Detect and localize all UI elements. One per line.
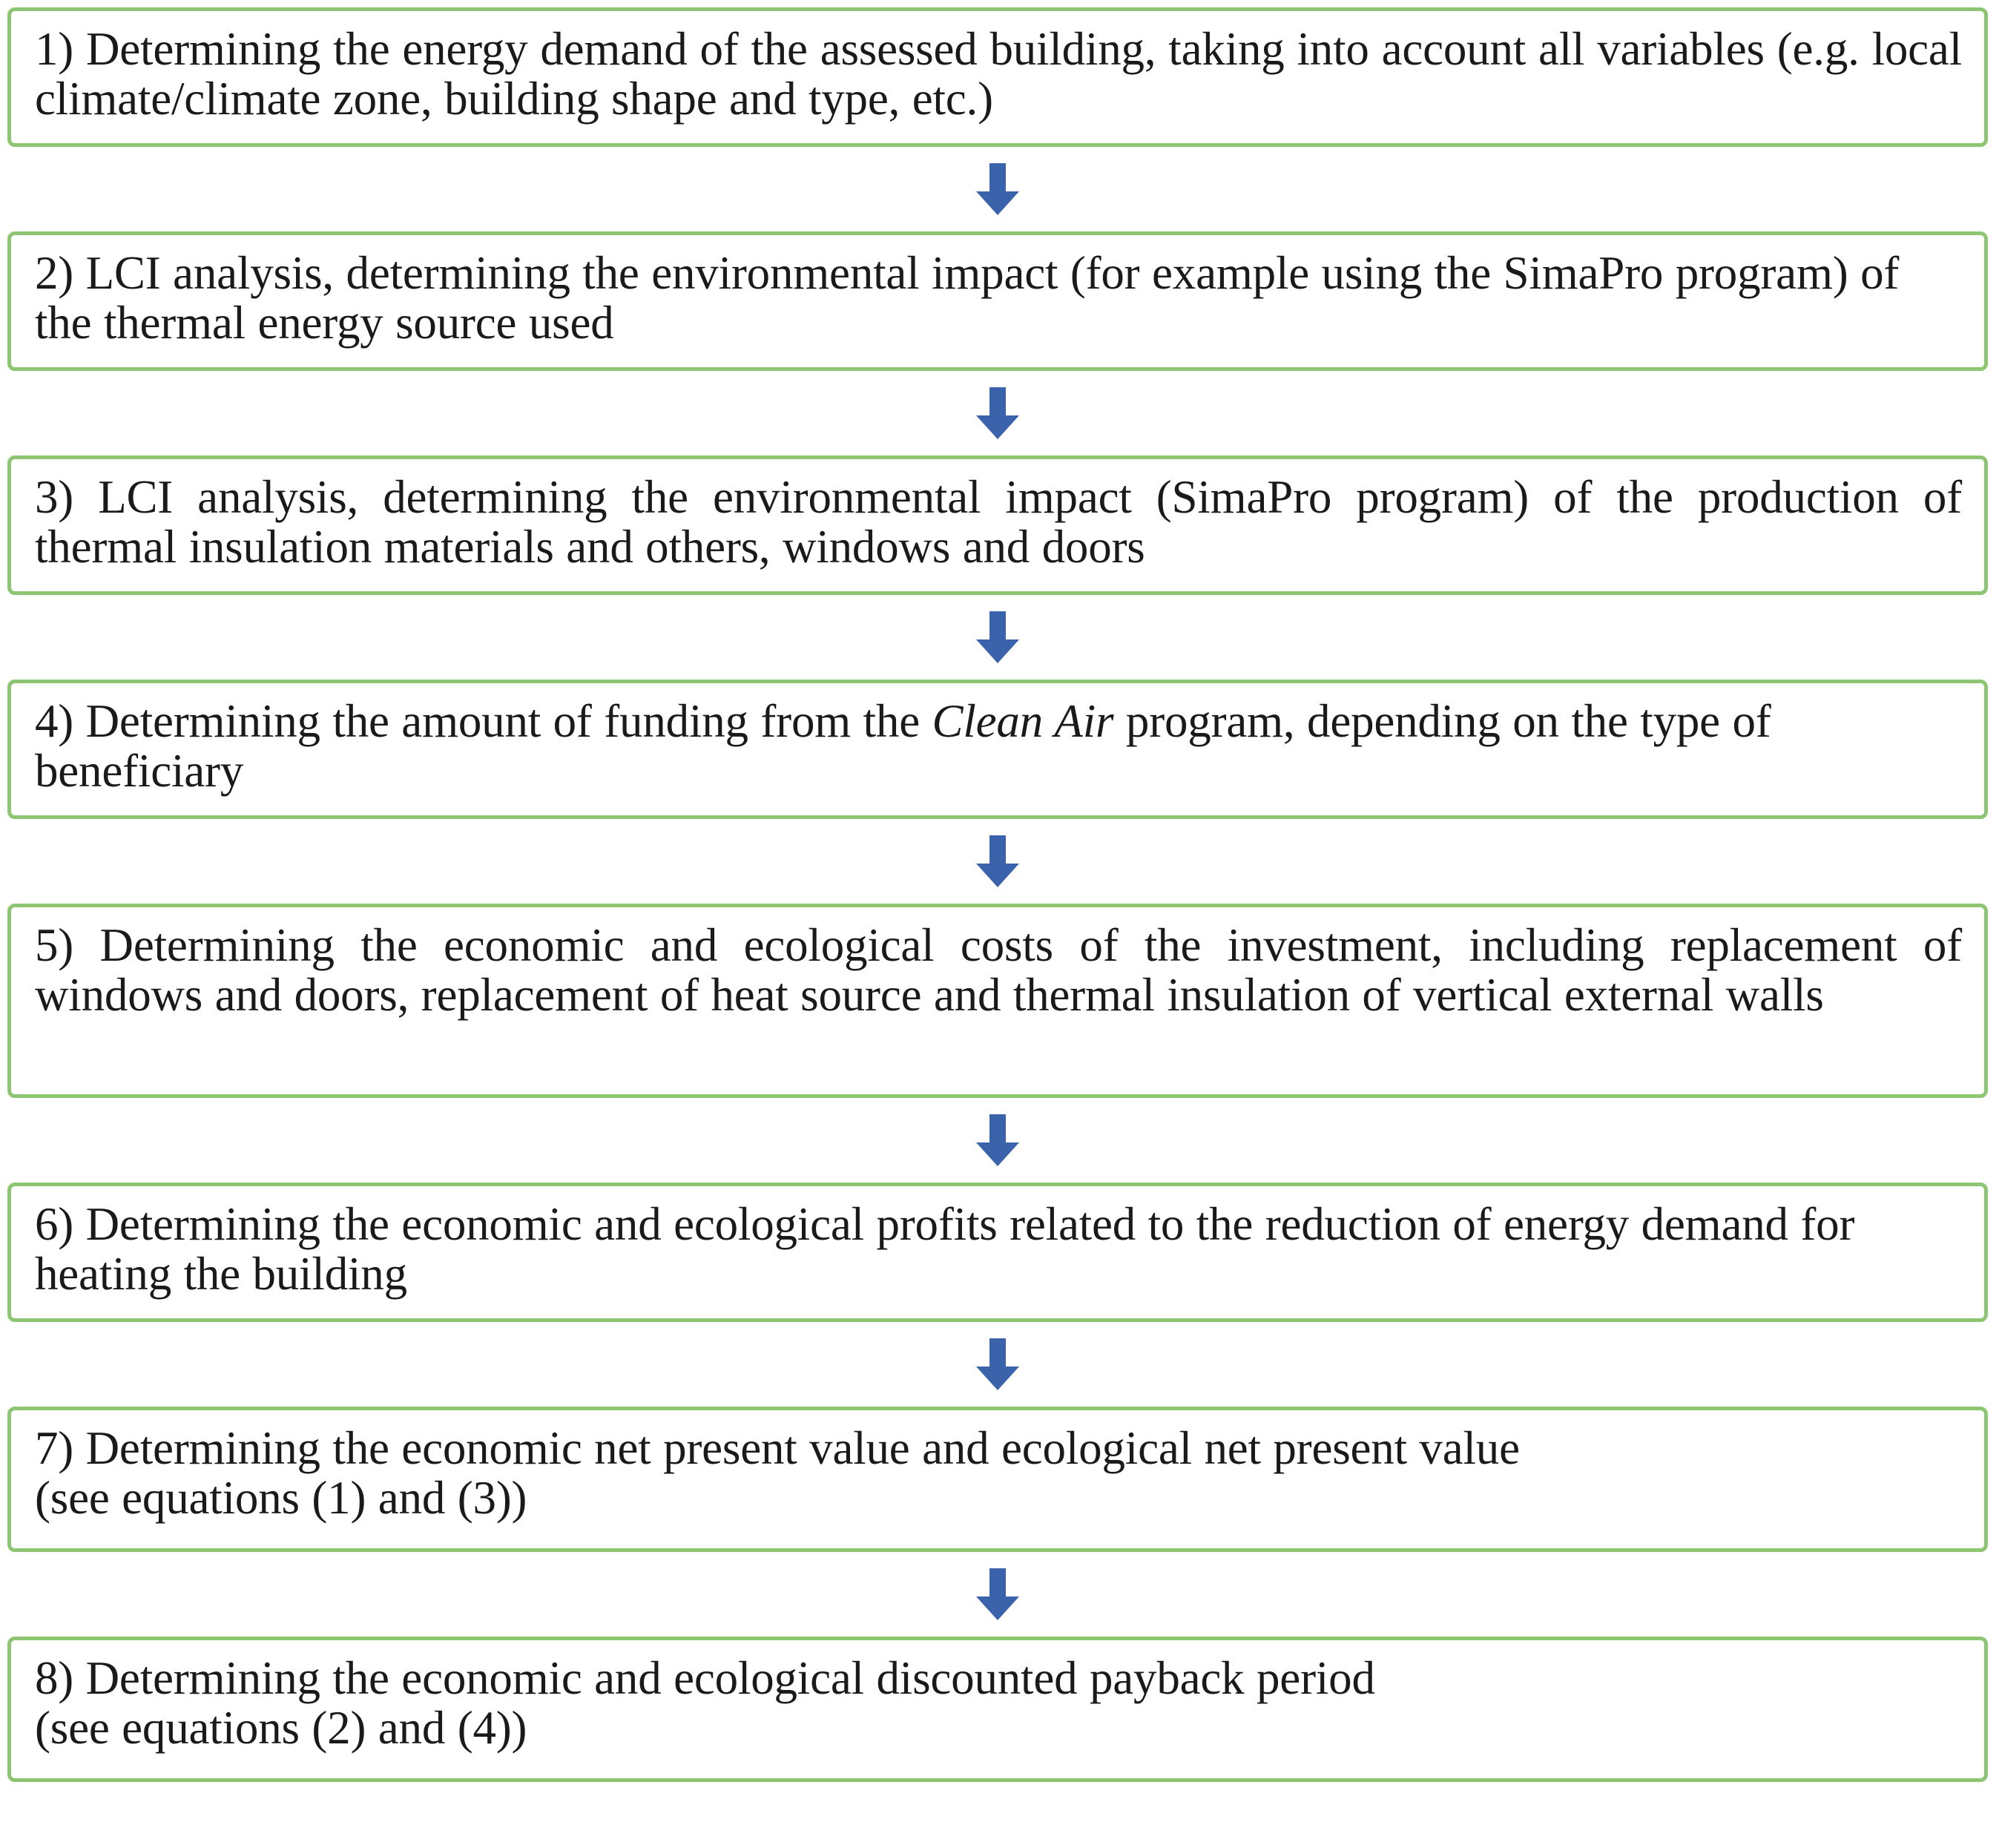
step-3-text: 3) LCI analysis, determining the environmental impact (SimaPro program) of the production of thermal insulation materials and others, windows and doors bbox=[35, 471, 1962, 573]
flowchart-step-5 bbox=[7, 904, 1988, 1098]
step-4-text bbox=[35, 697, 1962, 796]
arrow-down-icon bbox=[975, 610, 1021, 665]
step-8-line-2: (see equations (2) and (4)) bbox=[35, 1701, 527, 1754]
flowchart-step-2 bbox=[7, 231, 1988, 371]
step-7-line-1: 7) Determining the economic net present value and ecological net present value bbox=[35, 1422, 1520, 1474]
connector-5-to-6 bbox=[7, 1098, 1988, 1183]
arrow-down-icon bbox=[975, 1567, 1021, 1622]
arrow-down-icon bbox=[975, 1337, 1021, 1392]
flowchart-step-1 bbox=[7, 7, 1988, 147]
flowchart-step-4 bbox=[7, 680, 1988, 819]
arrow-down-icon bbox=[975, 1113, 1021, 1168]
connector-3-to-4 bbox=[7, 595, 1988, 680]
flowchart-step-8 bbox=[7, 1637, 1988, 1782]
connector-4-to-5 bbox=[7, 819, 1988, 904]
step-7-line-2: (see equations (1) and (3)) bbox=[35, 1471, 527, 1524]
flowchart-step-7 bbox=[7, 1407, 1988, 1552]
step-5-text: 5) Determining the economic and ecological costs of the investment, including replacement of windows and doors, replacement of heat source and thermal insulation of vertical external walls bbox=[35, 919, 1962, 1021]
connector-2-to-3 bbox=[7, 371, 1988, 456]
step-6-text: 6) Determining the economic and ecological profits related to the reduction of energy demand for heating the building bbox=[35, 1198, 1855, 1300]
connector-7-to-8 bbox=[7, 1552, 1988, 1637]
arrow-down-icon bbox=[975, 834, 1021, 889]
flowchart-step-3 bbox=[7, 456, 1988, 595]
step-4-program-name: Clean Air bbox=[932, 695, 1114, 747]
step-2-text: 2) LCI analysis, determining the environmental impact (for example using the SimaPro program) of the thermal energy source used bbox=[35, 247, 1900, 349]
connector-6-to-7 bbox=[7, 1322, 1988, 1407]
step-4-text-before-italic: 4) Determining the amount of funding from the bbox=[35, 695, 932, 747]
arrow-down-icon bbox=[975, 162, 1021, 217]
arrow-down-icon bbox=[975, 386, 1021, 441]
step-1-text: 1) Determining the energy demand of the assessed building, taking into account all variables (e.g. local climate/climate zone, building shape and type, etc.) bbox=[35, 23, 1962, 125]
connector-1-to-2 bbox=[7, 147, 1988, 231]
step-4-text-after-italic: program, depending on the type of beneficiary bbox=[35, 695, 1771, 797]
step-7-text bbox=[35, 1424, 1962, 1523]
step-8-text bbox=[35, 1654, 1962, 1753]
flowchart-step-6 bbox=[7, 1183, 1988, 1322]
step-8-line-1: 8) Determining the economic and ecological discounted payback period bbox=[35, 1652, 1375, 1704]
